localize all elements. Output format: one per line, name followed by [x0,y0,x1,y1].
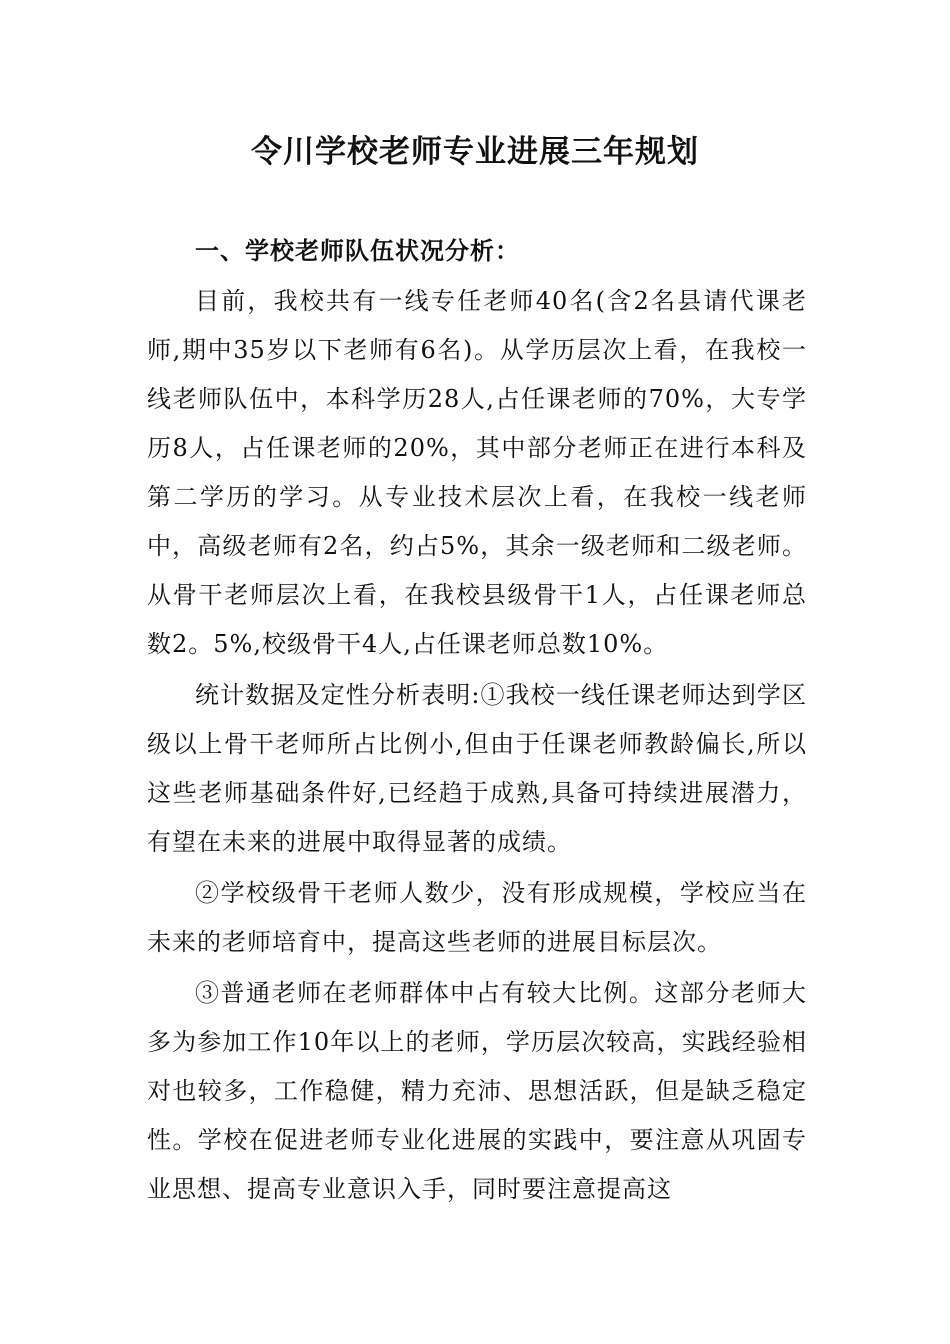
paragraph-statistical-analysis: 统计数据及定性分析表明:①我校一线任课老师达到学区级以上骨干老师所占比例小,但由于任课老师教龄偏长,所以这些老师基础条件好,已经趋于成熟,具备可持续进展潜力，有望在未来的进展中取得显著的成绩。 [147,681,807,856]
document-body [147,226,807,1216]
paragraph-ordinary-teachers: ③普通老师在老师群体中占有较大比例。这部分老师大多为参加工作10年以上的老师，学历层次较高，实践经验相对也较多，工作稳健，精力充沛、思想活跃，但是缺乏稳定性。学校在促进老师专业化进展的实践中，要注意从巩固专业思想、提高专业意识入手，同时要注意提高这 [147,979,807,1203]
paragraph-staff-overview: 目前，我校共有一线专任老师40名(含2名县请代课老师,期中35岁以下老师有6名)。从学历层次上看，在我校一线老师队伍中，本科学历28人,占任课老师的70%，大专学历8人，占任课老师的20%，其中部分老师正在进行本科及第二学历的学习。从专业技术层次上看，在我校一线老师中，高级老师有2名，约占5%，其余一级老师和二级老师。从骨干老师层次上看，在我校县级骨干1人，占任课老师总数2。5%,校级骨干4人,占任课老师总数10%。 [147,287,807,658]
section-heading: 一、学校老师队伍状况分析： [195,236,520,265]
document-title: 令川学校老师专业进展三年规划 [251,134,699,170]
paragraph-backbone-teachers: ②学校级骨干老师人数少，没有形成规模，学校应当在未来的老师培育中，提高这些老师的进展目标层次。 [147,879,807,956]
